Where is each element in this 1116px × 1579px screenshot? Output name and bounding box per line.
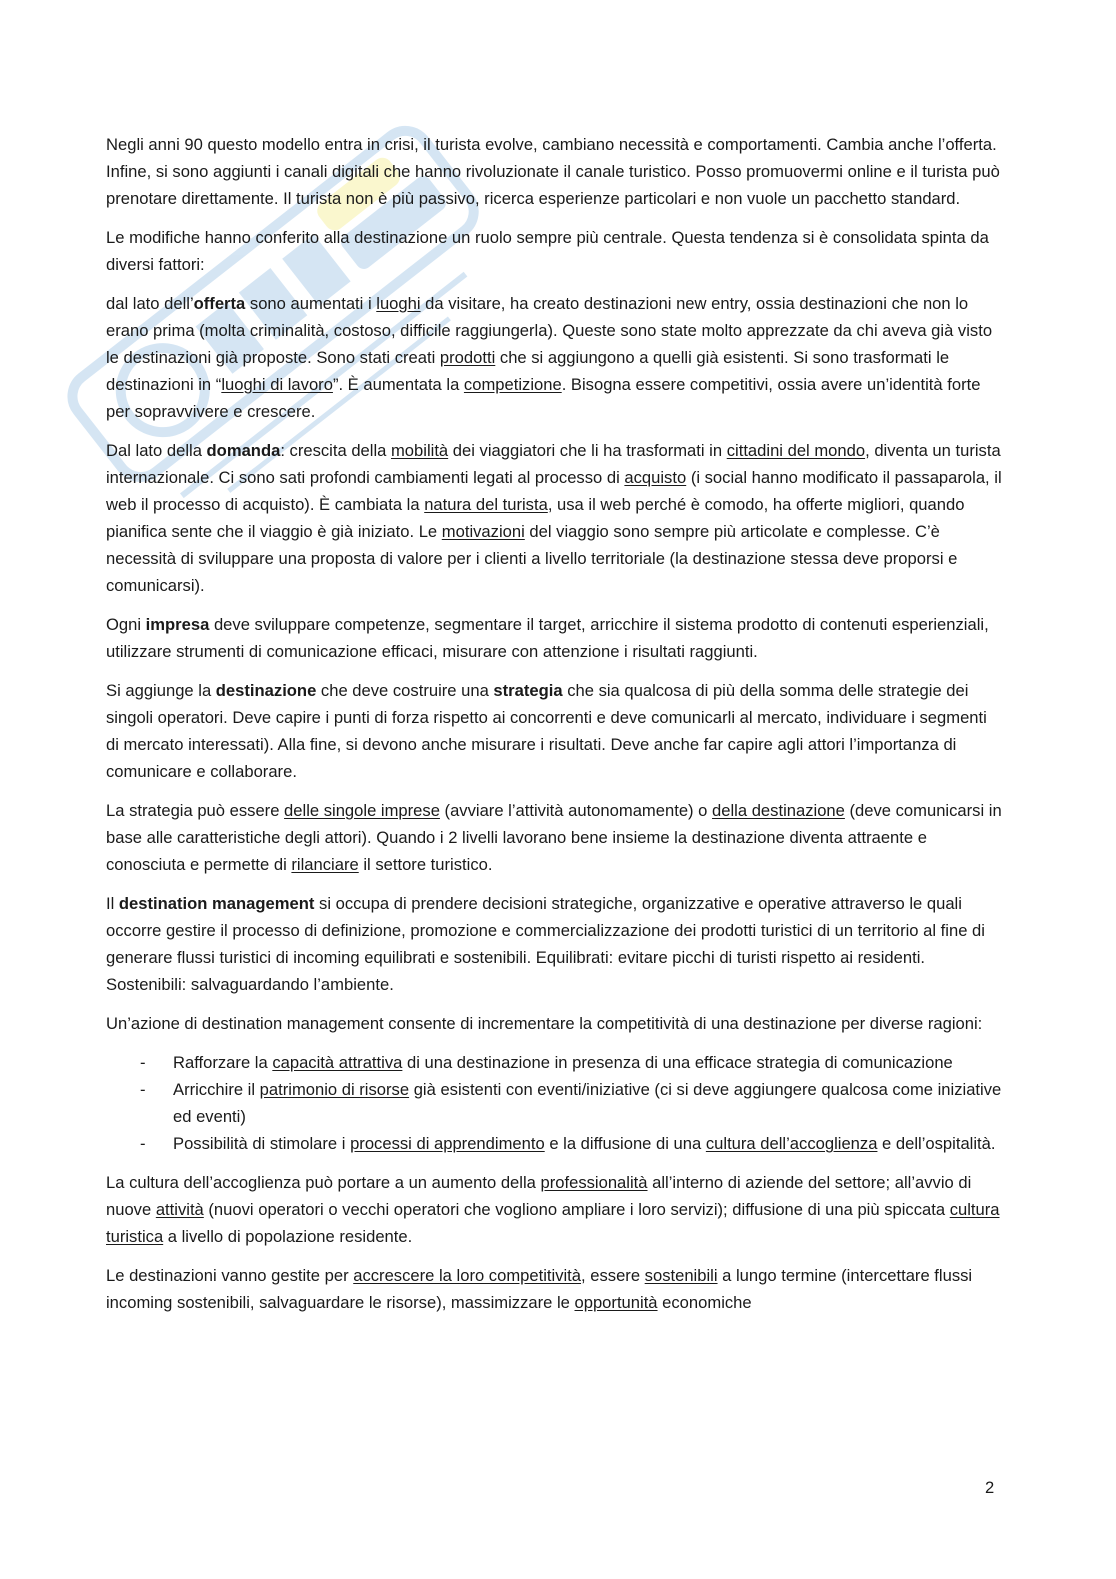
text-run: Si aggiunge la	[106, 681, 216, 700]
bold-term: strategia	[493, 681, 563, 700]
list-item	[106, 1076, 1004, 1130]
text-run: (avviare l’attività autonomamente) o	[439, 801, 713, 820]
page-number: 2	[985, 1478, 995, 1497]
body-paragraph	[106, 131, 1004, 212]
text-run: Le modifiche hanno conferito alla destinazione un ruolo sempre più centrale. Questa tendenza si è consolidata spinta da diversi fattori:	[106, 228, 989, 274]
bold-term: offerta	[193, 294, 246, 313]
underlined-term: natura del turista	[424, 495, 548, 514]
document-body	[106, 131, 1004, 1328]
text-run: Possibilità di stimolare i	[173, 1134, 351, 1153]
text-run: sono aumentati i	[245, 294, 377, 313]
text-run: Negli anni 90 questo modello entra in crisi, il turista evolve, cambiano necessità e comportamenti. Cambia anche l’offerta. Infine, si sono aggiunti i canali digitali che hanno rivoluzionate il canale turistico. Posso promuovermi online e il turista può prenotare direttamente. Il turista non è più passivo, ricerca esperienze particolari e non vuole un pacchetto standard.	[106, 135, 1000, 208]
underlined-term: luoghi di lavoro	[221, 375, 333, 394]
text-run: , diventa un turista internazionale. Ci sono sati profondi cambiamenti legati al processo di	[106, 441, 1001, 487]
bold-term: domanda	[206, 441, 281, 460]
underlined-term: cultura turistica	[106, 1200, 1000, 1246]
body-paragraph	[106, 677, 1004, 785]
text-run: ”. È aumentata la	[332, 375, 464, 394]
text-run: dal lato dell’	[106, 294, 194, 313]
text-run: che si aggiungono a quelli già esistenti. Si sono trasformati le destinazioni in “	[106, 348, 950, 394]
text-run: che deve costruire una	[316, 681, 494, 700]
underlined-term: rilanciare	[291, 855, 359, 874]
body-paragraph	[106, 1010, 1004, 1037]
dash-bullet-icon: -	[140, 1053, 146, 1072]
text-run: Rafforzare la	[173, 1053, 273, 1072]
text-run: a lungo termine (intercettare flussi incoming sostenibili, salvaguardare le risorse), massimizzare le	[106, 1266, 973, 1312]
underlined-term: opportunità	[574, 1293, 658, 1312]
text-run: che sia qualcosa di più della somma delle strategie dei singoli operatori. Deve capire i punti di forza rispetto ai concorrenti e deve comunicarli al mercato, individuare i segmenti di mercato interessati). Alla fine, si devono anche misurare i risultati. Deve anche far capire agli attori l’importanza di comunicare e collaborare.	[106, 681, 987, 781]
text-run: (i social hanno modificato il passaparola, il web il processo di acquisto). È cambiata la	[106, 468, 1002, 514]
text-run: deve sviluppare competenze, segmentare il target, arricchire il sistema prodotto di contenuti esperienziali, utilizzare strumenti di comunicazione efficaci, misurare con attenzione i risultati raggiunti.	[106, 615, 989, 661]
text-run: La strategia può essere	[106, 801, 285, 820]
text-run: il settore turistico.	[358, 855, 493, 874]
body-paragraph	[106, 1262, 1004, 1316]
text-run: a livello di popolazione residente.	[163, 1227, 413, 1246]
body-paragraph	[106, 224, 1004, 278]
text-run: (deve comunicarsi in base alle caratteristiche degli attori). Quando i 2 livelli lavorano bene insieme la destinazione diventa attraente e conosciuta e permette di	[106, 801, 1002, 874]
text-run: dei viaggiatori che li ha trasformati in	[448, 441, 727, 460]
text-run: (nuovi operatori o vecchi operatori che vogliono ampliare i loro servizi); diffusione di una più spiccata	[203, 1200, 950, 1219]
text-run: del viaggio sono sempre più articolate e complesse. C’è necessità di sviluppare una proposta di valore per i clienti a livello territoriale (la destinazione stessa deve proporsi e comunicarsi).	[106, 522, 958, 595]
underlined-term: accrescere la loro competitività	[353, 1266, 582, 1285]
underlined-term: cultura dell’accoglienza	[705, 1134, 878, 1153]
text-run: si occupa di prendere decisioni strategiche, organizzative e operative attraverso le quali occorre gestire il processo di definizione, promozione e commercializzazione dei prodotti turistici di un territorio al fine di generare flussi turistici di incoming equilibrati e sostenibili. Equilibrati: evitare picchi di turisti rispetto ai residenti. Sostenibili: salvaguardando l’ambiente.	[106, 894, 985, 994]
underlined-term: capacità attrattiva	[272, 1053, 403, 1072]
body-paragraph	[106, 797, 1004, 878]
text-run: da visitare, ha creato destinazioni new entry, ossia destinazioni che non lo erano prima (molta criminalità, costoso, difficile raggiungerla). Queste sono state molto apprezzate da chi aveva già visto le destinazioni già proposte. Sono stati creati	[106, 294, 993, 367]
underlined-term: cittadini del mondo	[726, 441, 866, 460]
text-run: , essere	[581, 1266, 645, 1285]
body-paragraph	[106, 290, 1004, 425]
bullet-list	[106, 1049, 1004, 1157]
underlined-term: prodotti	[439, 348, 496, 367]
underlined-term: competizione	[463, 375, 562, 394]
text-run: Le destinazioni vanno gestite per	[106, 1266, 354, 1285]
underlined-term: delle singole imprese	[284, 801, 440, 820]
text-run: già esistenti con eventi/iniziative (ci si deve aggiungere qualcosa come iniziative ed eventi)	[173, 1080, 1002, 1126]
dash-bullet-icon: -	[140, 1134, 146, 1153]
text-run: . Bisogna essere competitivi, ossia avere un’identità forte per sopravvivere e crescere.	[106, 375, 981, 421]
text-run: Il	[106, 894, 119, 913]
text-run: economiche	[657, 1293, 752, 1312]
bold-term: impresa	[145, 615, 210, 634]
body-paragraph	[106, 437, 1004, 599]
dash-bullet-icon: -	[140, 1080, 146, 1099]
underlined-term: mobilità	[390, 441, 449, 460]
bold-term: destinazione	[215, 681, 317, 700]
text-run: e dell’ospitalità.	[877, 1134, 996, 1153]
list-item	[106, 1130, 1004, 1157]
text-run: La cultura dell’accoglienza può portare a un aumento della	[106, 1173, 541, 1192]
underlined-term: professionalità	[540, 1173, 648, 1192]
text-run: Dal lato della	[106, 441, 207, 460]
underlined-term: sostenibili	[644, 1266, 718, 1285]
text-run: : crescita della	[280, 441, 391, 460]
body-paragraph	[106, 611, 1004, 665]
underlined-term: processi di apprendimento	[350, 1134, 545, 1153]
underlined-term: patrimonio di risorse	[259, 1080, 410, 1099]
text-run: di una destinazione in presenza di una efficace strategia di comunicazione	[402, 1053, 953, 1072]
body-paragraph	[106, 890, 1004, 998]
text-run: e la diffusione di una	[544, 1134, 706, 1153]
bold-term: destination management	[118, 894, 315, 913]
body-paragraph	[106, 1169, 1004, 1250]
text-run: Ogni	[106, 615, 146, 634]
underlined-term: motivazioni	[441, 522, 525, 541]
underlined-term: attività	[155, 1200, 204, 1219]
text-run: all’interno di aziende del settore; all’avvio di nuove	[106, 1173, 972, 1219]
underlined-term: luoghi	[376, 294, 421, 313]
text-run: Un’azione di destination management consente di incrementare la competitività di una destinazione per diverse ragioni:	[106, 1014, 983, 1033]
text-run: Arricchire il	[173, 1080, 260, 1099]
underlined-term: della destinazione	[712, 801, 845, 820]
list-item	[106, 1049, 1004, 1076]
underlined-term: acquisto	[624, 468, 687, 487]
text-run: , usa il web perché è comodo, ha offerte migliori, quando pianifica sente che il viaggio è già iniziato. Le	[106, 495, 965, 541]
